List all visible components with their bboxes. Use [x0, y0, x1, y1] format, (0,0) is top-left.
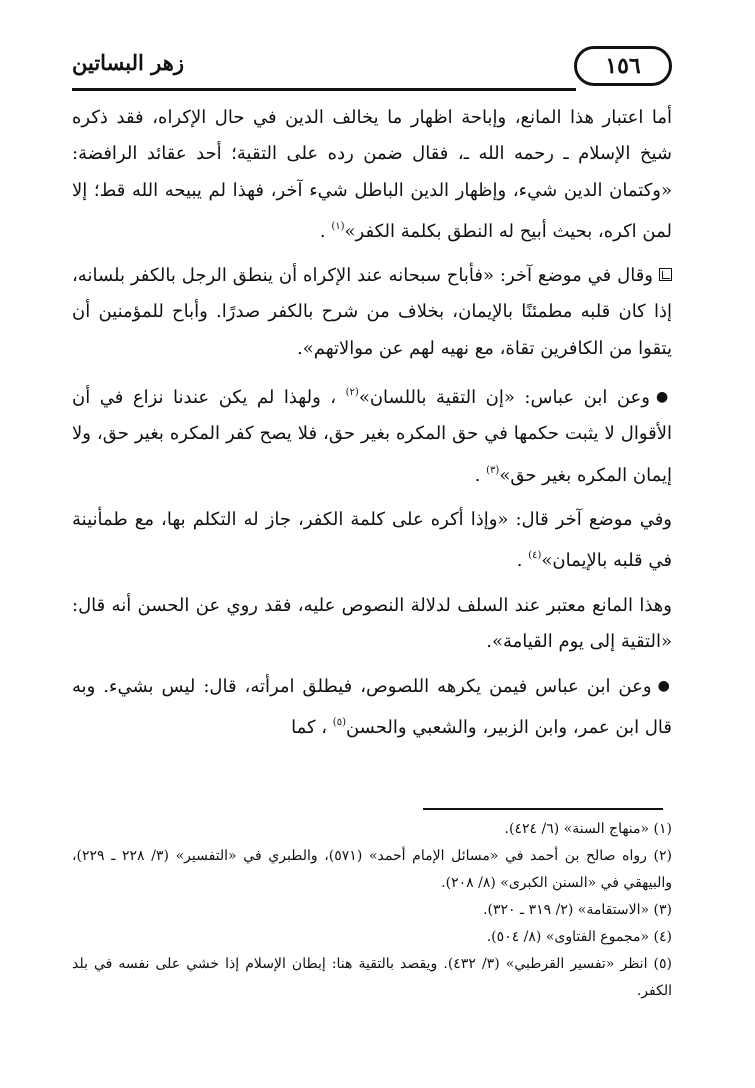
- page-number: ١٥٦: [574, 46, 672, 86]
- paragraph-5: وهذا المانع معتبر عند السلف لدلالة النصوص عليه، فقد روي عن الحسن أنه قال: «التقية إلى يوم القيامة».: [72, 594, 672, 652]
- footnote-ref-2: (٢): [345, 387, 359, 399]
- book-title: زهر البساتين: [72, 50, 184, 75]
- footnote-ref-1: (١): [331, 220, 345, 232]
- footnote-5: (٥) انظر «تفسير القرطبي» (٣/ ٤٣٢). ويقصد بالتقية هنا: إبطان الإسلام إذا خشي على نفسه في بلد الكفر.: [72, 956, 673, 999]
- paragraph-1: أما اعتبار هذا المانع، وإباحة اظهار ما يخالف الدين في حال الإكراه، فقد ذكره شيخ الإسلام ـ رحمه الله ـ، فقال ضمن رده على التقية؛ أحد عقائد الرافضة: «وكتمان الدين شيء، وإظهار الدين الباطل شيء آخر، فهذا لم يبيحه الله قط؛ إلا لمن اكره، بحيث أبيح له النطق بكلمة الكفر»$^{(١)}$ .: [72, 107, 672, 242]
- header-rule: [72, 88, 576, 91]
- footnote-2: (٢) رواه صالح بن أحمد في «مسائل الإمام أحمد» (٥٧١)، والطبري في «التفسير» (٣/ ٢٢٨ ـ ٢٢٩)، والبيهقي في «السنن الكبرى» (٨/ ٢٠٨).: [72, 848, 672, 891]
- footnote-ref-3: (٣): [486, 464, 500, 476]
- footnote-1: (١) «منهاج السنة» (٦/ ٤٢٤).: [504, 821, 672, 837]
- footnote-3: (٣) «الاستقامة» (٢/ ٣١٩ ـ ٣٢٠).: [483, 902, 672, 918]
- paragraph-4: وفي موضع آخر قال: «وإذا أكره على كلمة الكفر، جاز له التكلم بها، مع طمأنينة في قلبه بالإيمان»$^{(٤)}$ .: [72, 508, 672, 572]
- main-text: [72, 100, 672, 747]
- footnote-divider: [423, 808, 663, 810]
- footnotes: [72, 816, 672, 1005]
- footnote-ref-5: (٥): [332, 717, 346, 729]
- checkbox-icon: [659, 268, 672, 281]
- paragraph-2: وقال في موضع آخر: «فأباح سبحانه عند الإكراه أن ينطق الرجل بالكفر بلسانه، إذا كان قلبه مطمئنًا بالإيمان، بخلاف من شرح بالكفر صدرًا. وأباح للمؤمنين أن يتقوا من الكافرين تقاة، مع نهيه لهم عن موالاتهم».: [72, 265, 672, 359]
- paragraph-6: ●وعن ابن عباس فيمن يكرهه اللصوص، فيطلق امرأته، قال: ليس بشيء. وبه قال ابن عمر، وابن الزبير، والشعبي والحسن$^{(٥)}$ ، كما: [72, 676, 673, 739]
- paragraph-3: ●وعن ابن عباس: «إن التقية باللسان»$^{(٢)}$ ، ولهذا لم يكن عندنا نزاع في أن الأقوال لا يثبت حكمها في حق المكره بغير حق، فلا يصح كفر المكره بغير حق، ولا إيمان المكره بغير حق»$^{(٣)}$ .: [72, 387, 673, 486]
- bullet-icon: ●: [657, 678, 673, 695]
- footnote-ref-4: (٤): [528, 550, 542, 562]
- bullet-icon: ●: [656, 389, 673, 406]
- footnote-4: (٤) «مجموع الفتاوى» (٨/ ٥٠٤).: [486, 929, 672, 945]
- page-header: [72, 40, 672, 92]
